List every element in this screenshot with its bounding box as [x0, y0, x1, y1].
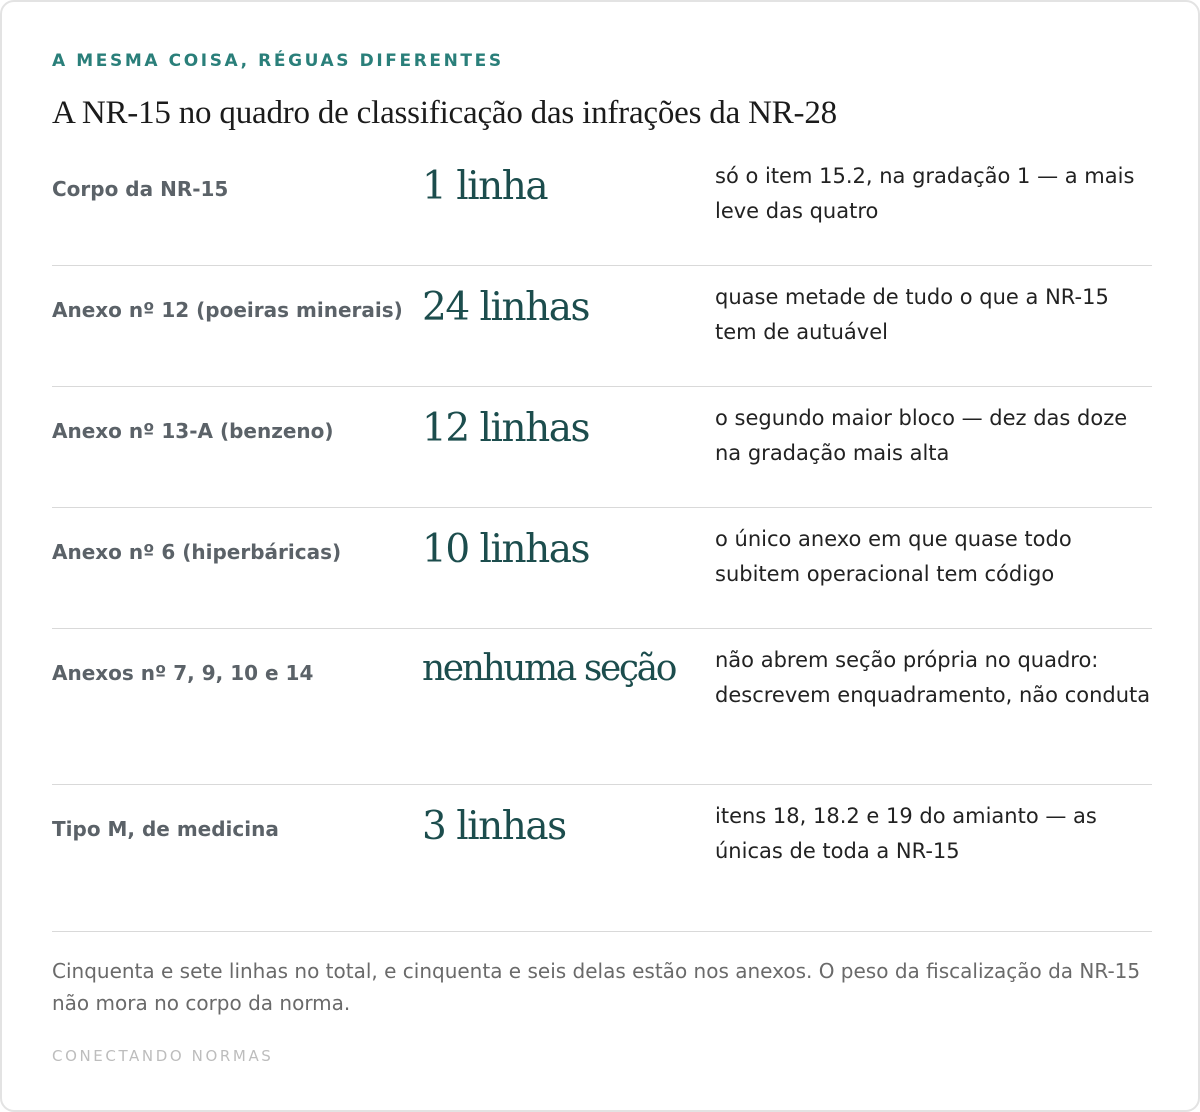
- row-description: o único anexo em que quase todo subitem operacional tem código: [715, 527, 1072, 586]
- row-description: quase metade de tudo o que a NR-15 tem de autuável: [715, 285, 1109, 344]
- list-item: [52, 785, 1152, 932]
- eyebrow-label: A MESMA COISA, RÉGUAS DIFERENTES: [52, 51, 504, 71]
- list-item: [52, 629, 1152, 785]
- comparison-list: [52, 145, 1152, 932]
- row-value: 12 linhas: [422, 406, 589, 451]
- list-item: [52, 508, 1152, 629]
- row-description: itens 18, 18.2 e 19 do amianto — as únicas de toda a NR-15: [715, 804, 1097, 863]
- row-value: 3 linhas: [422, 804, 566, 849]
- row-label: Corpo da NR-15: [52, 177, 229, 201]
- list-item: [52, 266, 1152, 387]
- list-item: [52, 145, 1152, 266]
- row-value: nenhuma seção: [422, 648, 675, 689]
- row-label: Anexos nº 7, 9, 10 e 14: [52, 661, 314, 685]
- row-label: Tipo M, de medicina: [52, 817, 279, 841]
- list-item: [52, 387, 1152, 508]
- row-description: o segundo maior bloco — dez das doze na gradação mais alta: [715, 406, 1128, 465]
- row-value: 1 linha: [422, 164, 548, 209]
- row-description: não abrem seção própria no quadro: descrevem enquadramento, não conduta: [715, 648, 1151, 707]
- footnote: Cinquenta e sete linhas no total, e cinquenta e seis delas estão nos anexos. O peso da fiscalização da NR-15 não mora no corpo da norma.: [52, 959, 1141, 1015]
- row-value: 10 linhas: [422, 527, 589, 572]
- row-description: só o item 15.2, na gradação 1 — a mais leve das quatro: [715, 164, 1135, 223]
- card-title: A NR-15 no quadro de classificação das infrações da NR-28: [52, 95, 837, 131]
- row-label: Anexo nº 12 (poeiras minerais): [52, 298, 403, 322]
- row-label: Anexo nº 13-A (benzeno): [52, 419, 334, 443]
- row-label: Anexo nº 6 (hiperbáricas): [52, 540, 342, 564]
- brand-label: CONECTANDO NORMAS: [52, 1047, 274, 1065]
- row-value: 24 linhas: [422, 285, 589, 330]
